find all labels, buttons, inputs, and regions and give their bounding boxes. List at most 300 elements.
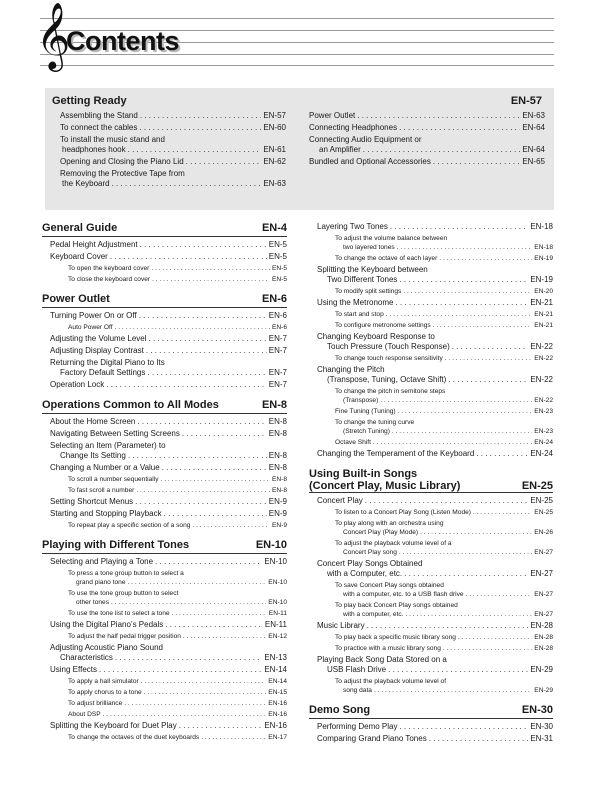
dot-leader [399, 275, 528, 285]
treble-clef-icon: 𝄞 [36, 1, 71, 69]
entry-continuation: headphones hook [62, 145, 126, 154]
entry-row [52, 145, 286, 155]
dot-leader [429, 734, 529, 744]
dot-leader [110, 252, 267, 262]
entry-page: EN-5 [268, 240, 287, 249]
toc-entry[interactable] [42, 509, 287, 519]
dot-leader [420, 528, 532, 537]
entry-title: Power Outlet [309, 111, 356, 120]
entry-title: To close the keyboard cover [68, 276, 151, 283]
entry-page: EN-10 [268, 579, 287, 586]
getting-ready-right-list [309, 111, 545, 169]
entry-continuation: (Transpose, Tuning, Octave Shift) [327, 375, 447, 384]
entry-page: EN-7 [268, 380, 287, 389]
toc-entry[interactable] [309, 601, 553, 619]
dot-leader [404, 569, 528, 579]
entry-row [309, 621, 553, 631]
entry-row [309, 157, 545, 167]
toc-entry[interactable] [42, 275, 287, 284]
dot-leader [466, 590, 533, 599]
dot-leader [201, 733, 266, 742]
entry-row [309, 275, 553, 285]
entry-row [42, 710, 287, 719]
toc-entry[interactable] [42, 677, 287, 686]
entry-page: EN-16 [268, 711, 287, 718]
entry-continuation: an Amplifier [319, 145, 361, 154]
dot-leader [128, 145, 262, 155]
dot-leader [155, 557, 262, 567]
dot-leader [392, 427, 532, 436]
entry-row [309, 354, 553, 363]
dot-leader [124, 699, 266, 708]
entry-continuation: Touch Pressure (Touch Response) [327, 342, 450, 351]
entry-row [309, 665, 553, 675]
section-heading [42, 220, 287, 237]
entry-continuation: Characteristics [60, 653, 113, 662]
dot-leader [106, 380, 267, 390]
entry-page: EN-30 [530, 722, 553, 731]
toc-entry[interactable] [42, 240, 287, 250]
toc-entry[interactable] [42, 323, 287, 332]
entry-page: EN-11 [268, 610, 287, 617]
entry-title: To change the octaves of the duet keyboards [68, 734, 200, 741]
toc-entry[interactable] [309, 354, 553, 363]
toc-entry[interactable] [309, 438, 553, 447]
section-page: EN-4 [261, 222, 287, 234]
entry-page: EN-65 [522, 157, 545, 166]
section-title-block [42, 537, 189, 553]
dot-leader [405, 610, 532, 619]
entry-page: EN-7 [268, 346, 287, 355]
getting-ready-left-list [52, 111, 286, 191]
entry-row [309, 528, 553, 537]
section-heading [309, 468, 553, 493]
entry-title: Pedal Height Adjustment [50, 240, 138, 249]
entry-title: To apply a hall simulator [68, 678, 139, 685]
dot-leader [363, 145, 521, 155]
toc-entry[interactable] [309, 655, 553, 675]
dot-leader [448, 375, 528, 385]
dot-leader [433, 321, 533, 330]
toc-entry[interactable] [309, 298, 553, 308]
toc-entry[interactable] [42, 417, 287, 427]
entry-row [42, 598, 287, 607]
toc-left-column [42, 220, 287, 749]
dot-leader [140, 240, 267, 250]
entry-page: EN-9 [268, 509, 287, 518]
toc-entry[interactable] [309, 332, 553, 352]
entry-title: To fast scroll a number [68, 487, 135, 494]
entry-page: EN-22 [530, 342, 553, 351]
toc-entry[interactable] [42, 521, 287, 530]
entry-page: EN-29 [530, 665, 553, 674]
entry-row [309, 321, 553, 330]
entry-page: EN-17 [268, 734, 287, 741]
entry-row [309, 610, 553, 619]
entry-continuation: with a Computer, etc. [327, 569, 403, 578]
toc-entry[interactable] [309, 234, 553, 252]
entry-page: EN-18 [534, 244, 553, 251]
toc-entry[interactable] [309, 407, 553, 416]
toc-entry[interactable] [42, 497, 287, 507]
entry-row [309, 686, 553, 695]
entry-continuation: two layered tones [343, 244, 395, 251]
entry-title: Changing Keyboard Response to [317, 332, 435, 341]
dot-leader [433, 157, 520, 167]
entry-row [309, 590, 553, 599]
entry-title: Assembling the Stand [60, 111, 138, 120]
section-title: Getting Ready [52, 95, 127, 107]
dot-leader [115, 323, 270, 332]
section-title: General Guide [42, 222, 118, 234]
dot-leader [403, 287, 532, 296]
entry-page: EN-27 [534, 549, 553, 556]
section-heading [309, 702, 553, 719]
entry-row [309, 569, 553, 579]
entry-title: Playing Back Song Data Stored on a [317, 655, 447, 664]
section-title-block [42, 220, 117, 236]
section-title: Operations Common to All Modes [42, 399, 219, 411]
entry-page: EN-8 [268, 463, 287, 472]
toc-entry[interactable] [309, 519, 553, 537]
toc-entry[interactable] [42, 665, 287, 675]
entry-row [52, 111, 286, 121]
toc-entry[interactable] [309, 111, 545, 121]
entry-page: EN-63 [263, 179, 286, 188]
entry-page: EN-8 [271, 476, 287, 483]
entry-page: EN-9 [271, 522, 287, 529]
toc-entry[interactable] [309, 621, 553, 631]
dot-leader [128, 451, 267, 461]
entry-title: To change touch response sensitivity [335, 355, 443, 362]
entry-page: EN-28 [534, 645, 553, 652]
entry-row [309, 496, 553, 506]
entry-title: About the Home Screen [50, 417, 136, 426]
entry-continuation: (Stretch Tuning) [343, 428, 390, 435]
entry-title: To change the tuning curve [335, 419, 415, 426]
toc-entry[interactable] [42, 252, 287, 262]
dot-leader [399, 722, 528, 732]
dot-leader [112, 179, 262, 189]
entry-row [309, 427, 553, 436]
entry-page: EN-57 [263, 111, 286, 120]
entry-title: To press a tone group button to select a [68, 570, 184, 577]
toc-entry[interactable] [42, 463, 287, 473]
entry-title: Connecting Headphones [309, 123, 398, 132]
dot-leader [192, 521, 270, 530]
dot-leader [395, 298, 528, 308]
toc-entry[interactable] [42, 334, 287, 344]
entry-page: EN-6 [271, 324, 287, 331]
entry-page: EN-21 [530, 298, 553, 307]
toc-entry[interactable] [309, 418, 553, 436]
section-title-block [309, 702, 370, 718]
toc-entry[interactable] [42, 311, 287, 321]
entry-row [42, 475, 287, 484]
toc-entry[interactable] [309, 449, 553, 459]
dot-leader [473, 508, 532, 517]
entry-title: Auto Power Off [68, 324, 113, 331]
entry-page: EN-27 [530, 569, 553, 578]
entry-row [42, 509, 287, 519]
entry-title: Using the Digital Piano’s Pedals [50, 620, 164, 629]
toc-entry[interactable] [309, 559, 553, 579]
entry-title: To adjust the volume balance between [335, 235, 448, 242]
entry-page: EN-60 [263, 123, 286, 132]
toc-entry[interactable] [309, 539, 553, 557]
entry-row [42, 733, 287, 742]
entry-row [52, 123, 286, 133]
dot-leader [390, 222, 528, 232]
entry-title: Changing the Temperament of the Keyboard [317, 449, 475, 458]
entry-page: EN-14 [264, 665, 287, 674]
entry-page: EN-23 [534, 428, 553, 435]
entry-title: Bundled and Optional Accessories [309, 157, 431, 166]
toc-entry[interactable] [309, 222, 553, 232]
entry-row [309, 145, 545, 155]
entry-row [42, 721, 287, 731]
entry-page: EN-27 [534, 611, 553, 618]
entry-title: To adjust the half pedal trigger position [68, 633, 181, 640]
toc-entry[interactable] [42, 569, 287, 587]
entry-title: To listen to a Concert Play Song (Listen Mode) [335, 509, 471, 516]
entry-row [42, 275, 287, 284]
entry-continuation: (Transpose) [343, 397, 379, 404]
toc-entry[interactable] [42, 264, 287, 273]
toc-entry[interactable] [309, 310, 553, 319]
toc-entry[interactable] [42, 441, 287, 461]
entry-title: Concert Play [317, 496, 363, 505]
entry-row [42, 677, 287, 686]
dot-leader [452, 342, 529, 352]
toc-entry[interactable] [42, 620, 287, 630]
entry-row [309, 508, 553, 517]
entry-title: To connect the cables [60, 123, 138, 132]
dot-leader [161, 475, 270, 484]
dot-leader [183, 632, 266, 641]
entry-title: Setting Shortcut Menus [50, 497, 134, 506]
dot-leader [135, 497, 267, 507]
entry-page: EN-12 [268, 633, 287, 640]
entry-page: EN-14 [268, 678, 287, 685]
dot-leader [149, 334, 267, 344]
entry-title: To scroll a number sequentially [68, 476, 159, 483]
entry-page: EN-22 [534, 355, 553, 362]
entry-row [52, 157, 286, 167]
entry-row [309, 548, 553, 557]
dot-leader [136, 486, 270, 495]
toc-entry[interactable] [42, 699, 287, 708]
dot-leader [367, 621, 529, 631]
entry-row [42, 688, 287, 697]
section-title: Playing with Different Tones [42, 539, 190, 551]
toc-entry[interactable] [52, 169, 286, 189]
entry-row [309, 342, 553, 352]
section-page: EN-25 [521, 480, 553, 492]
dot-leader [139, 123, 261, 133]
entry-page: EN-9 [268, 497, 287, 506]
entry-title: To play back a specific music library song [335, 634, 456, 641]
entry-continuation: Change Its Setting [60, 451, 126, 460]
dot-leader [103, 710, 267, 719]
entry-page: EN-28 [534, 634, 553, 641]
dot-leader [111, 598, 266, 607]
toc-entry[interactable] [42, 643, 287, 663]
toc-entry[interactable] [309, 496, 553, 506]
entry-row [42, 578, 287, 587]
entry-page: EN-13 [264, 653, 287, 662]
section-heading [42, 537, 287, 554]
entry-page: EN-27 [534, 591, 553, 598]
toc-entry[interactable] [52, 111, 286, 121]
toc-entry[interactable] [309, 644, 553, 653]
toc-entry[interactable] [309, 265, 553, 285]
toc-entry[interactable] [309, 365, 553, 385]
entry-title: Music Library [317, 621, 365, 630]
entry-title: Returning the Digital Piano to Its [50, 358, 165, 367]
entry-row [42, 620, 287, 630]
entry-continuation: with a computer, etc. [343, 611, 404, 618]
toc-entry[interactable] [42, 429, 287, 439]
section-title-block [42, 291, 110, 307]
entry-page: EN-8 [268, 451, 287, 460]
entry-page: EN-21 [534, 322, 553, 329]
entry-title: Turning Power On or Off [50, 311, 137, 320]
entry-row [42, 653, 287, 663]
entry-page: EN-63 [522, 111, 545, 120]
entry-row [309, 222, 553, 232]
toc-entry[interactable] [309, 123, 545, 133]
entry-page: EN-22 [534, 397, 553, 404]
entry-row [309, 375, 553, 385]
entry-title: Octave Shift [335, 439, 371, 446]
toc-entry[interactable] [42, 609, 287, 618]
entry-row [309, 287, 553, 296]
toc-entry[interactable] [42, 589, 287, 607]
toc-entry[interactable] [42, 733, 287, 742]
dot-leader [147, 368, 266, 378]
entry-row [309, 123, 545, 133]
entry-page: EN-7 [268, 368, 287, 377]
entry-row [309, 310, 553, 319]
entry-page: EN-24 [530, 449, 553, 458]
dot-leader [397, 243, 533, 252]
entry-row [42, 346, 287, 356]
entry-row [309, 254, 553, 263]
toc-entry[interactable] [309, 677, 553, 695]
section-title-block [309, 468, 460, 492]
dot-leader [172, 609, 267, 618]
toc-entry[interactable] [309, 633, 553, 642]
toc-entry[interactable] [42, 557, 287, 567]
toc-entry[interactable] [309, 508, 553, 517]
dot-leader [139, 311, 267, 321]
toc-entry[interactable] [309, 734, 553, 744]
entry-title: To adjust the playback volume level of [335, 678, 447, 685]
entry-page: EN-10 [264, 557, 287, 566]
section-title: Power Outlet [42, 293, 110, 305]
entry-title: Opening and Closing the Piano Lid [60, 157, 184, 166]
toc-entry[interactable] [42, 721, 287, 731]
entry-title: Starting and Stopping Playback [50, 509, 162, 518]
toc-entry[interactable] [309, 287, 553, 296]
entry-page: EN-8 [268, 429, 287, 438]
entry-title: About DSP [68, 711, 101, 718]
entry-title: Adjusting Acoustic Piano Sound [50, 643, 163, 652]
entry-title: Removing the Protective Tape from [60, 169, 185, 178]
entry-page: EN-6 [268, 311, 287, 320]
dot-leader [164, 509, 267, 519]
toc-entry[interactable] [42, 710, 287, 719]
dot-leader [179, 721, 263, 731]
dot-leader [151, 264, 270, 273]
entry-page: EN-7 [268, 334, 287, 343]
entry-page: EN-16 [264, 721, 287, 730]
entry-continuation: the Keyboard [62, 179, 110, 188]
entry-title: Changing the Pitch [317, 365, 385, 374]
entry-row [309, 407, 553, 416]
entry-row [309, 449, 553, 459]
entry-page: EN-25 [534, 509, 553, 516]
toc-entry[interactable] [52, 123, 286, 133]
toc-entry[interactable] [309, 581, 553, 599]
entry-row [309, 734, 553, 744]
toc-entry[interactable] [309, 157, 545, 167]
entry-page: EN-62 [263, 157, 286, 166]
entry-title: Connecting Audio Equipment or [309, 135, 422, 144]
toc-right-column [309, 222, 553, 751]
entry-title: To save Concert Play songs obtained [335, 582, 444, 589]
toc-entry[interactable] [309, 722, 553, 732]
toc-entry[interactable] [309, 135, 545, 155]
toc-entry[interactable] [42, 632, 287, 641]
toc-entry[interactable] [42, 380, 287, 390]
entry-row [42, 240, 287, 250]
dot-leader [141, 677, 267, 686]
toc-entry[interactable] [42, 346, 287, 356]
page-title: Contents [66, 26, 179, 56]
entry-title: Selecting and Playing a Tone [50, 557, 154, 566]
dot-leader [162, 463, 267, 473]
entry-row [42, 609, 287, 618]
entry-page: EN-15 [268, 689, 287, 696]
toc-entry[interactable] [309, 254, 553, 263]
entry-row [42, 557, 287, 567]
toc-entry[interactable] [42, 688, 287, 697]
entry-title: Layering Two Tones [317, 222, 388, 231]
entry-title: To use the tone list to select a tone [68, 610, 170, 617]
entry-page: EN-23 [534, 408, 553, 415]
toc-entry[interactable] [42, 486, 287, 495]
section-title: Demo Song [309, 704, 371, 716]
entry-page: EN-19 [534, 255, 553, 262]
toc-entry[interactable] [52, 135, 286, 155]
entry-page: EN-24 [534, 439, 553, 446]
toc-entry[interactable] [309, 321, 553, 330]
dot-leader [186, 157, 262, 167]
entry-title: To repeat play a specific section of a song [68, 522, 191, 529]
toc-entry[interactable] [42, 358, 287, 378]
toc-entry[interactable] [309, 387, 553, 405]
entry-row [42, 368, 287, 378]
dot-leader [443, 644, 532, 653]
entry-title: Navigating Between Setting Screens [50, 429, 180, 438]
section-title-line2: (Concert Play, Music Library) [309, 480, 461, 492]
section-title-block [42, 397, 219, 413]
toc-entry[interactable] [52, 157, 286, 167]
toc-entry[interactable] [42, 475, 287, 484]
entry-row [42, 451, 287, 461]
